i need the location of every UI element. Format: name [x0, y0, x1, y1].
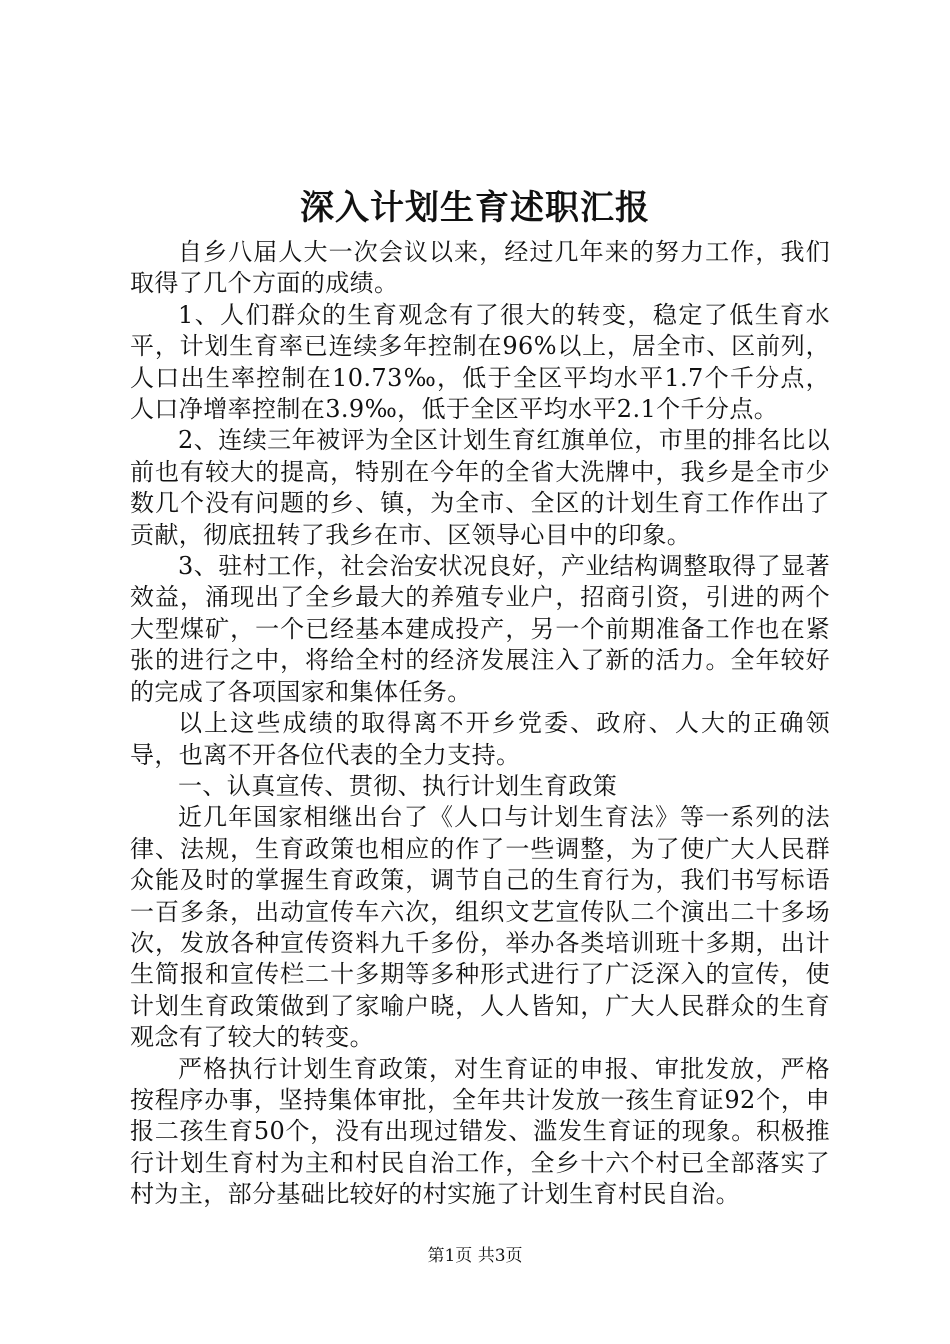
page-footer: 第1页 共3页 [427, 1246, 523, 1266]
paragraph-achievement-2: 2、连续三年被评为全区计划生育红旗单位，市里的排名比以前也有较大的提高，特别在今年的全省大洗牌中，我乡是全市少数几个没有问题的乡、镇，为全市、全区的计划生育工作作出了贡献，彻底扭转了我乡在市、区领导心目中的印象。 [130, 426, 830, 549]
paragraph-policy-execution: 严格执行计划生育政策，对生育证的申报、审批发放，严格按程序办事，坚持集体审批，全年共计发放一孩生育证92个，申报二孩生育50个，没有出现过错发、滥发生育证的现象。积极推行计划生育村为主和村民自治工作，全乡十六个村已全部落实了村为主，部分基础比较好的村实施了计划生育村民自治。 [130, 1054, 830, 1209]
paragraph-publicity: 近几年国家相继出台了《人口与计划生育法》等一系列的法律、法规，生育政策也相应的作了一些调整，为了使广大人民群众能及时的掌握生育政策，调节自己的生育行为，我们书写标语一百多条，出动宣传车六次，组织文艺宣传队二个演出二十多场次，发放各种宣传资料九千多份，举办各类培训班十多期，出计生简报和宣传栏二十多期等多种形式进行了广泛深入的宣传，使计划生育政策做到了家喻户晓，人人皆知，广大人民群众的生育观念有了较大的转变。 [130, 803, 830, 1052]
paragraph-achievement-3: 3、驻村工作，社会治安状况良好，产业结构调整取得了显著效益，涌现出了全乡最大的养殖专业户，招商引资，引进的两个大型煤矿，一个已经基本建成投产，另一个前期准备工作也在紧张的进行之中，将给全村的经济发展注入了新的活力。全年较好的完成了各项国家和集体任务。 [130, 552, 830, 706]
paragraph-achievement-1: 1、人们群众的生育观念有了很大的转变，稳定了低生育水平，计划生育率已连续多年控制在96%以上，居全市、区前列，人口出生率控制在10.73‰，低于全区平均水平1.7个千分点，人口净增率控制在3.9‰，低于全区平均水平2.1个千分点。 [130, 300, 830, 424]
paragraph-acknowledgement: 以上这些成绩的取得离不开乡党委、政府、人大的正确领导，也离不开各位代表的全力支持。 [130, 709, 830, 769]
paragraph-intro: 自乡八届人大一次会议以来，经过几年来的努力工作，我们取得了几个方面的成绩。 [130, 238, 830, 298]
section-heading-1: 一、认真宣传、贯彻、执行计划生育政策 [178, 771, 618, 800]
document-body [130, 237, 830, 1211]
document-title: 深入计划生育述职汇报 [300, 188, 650, 228]
